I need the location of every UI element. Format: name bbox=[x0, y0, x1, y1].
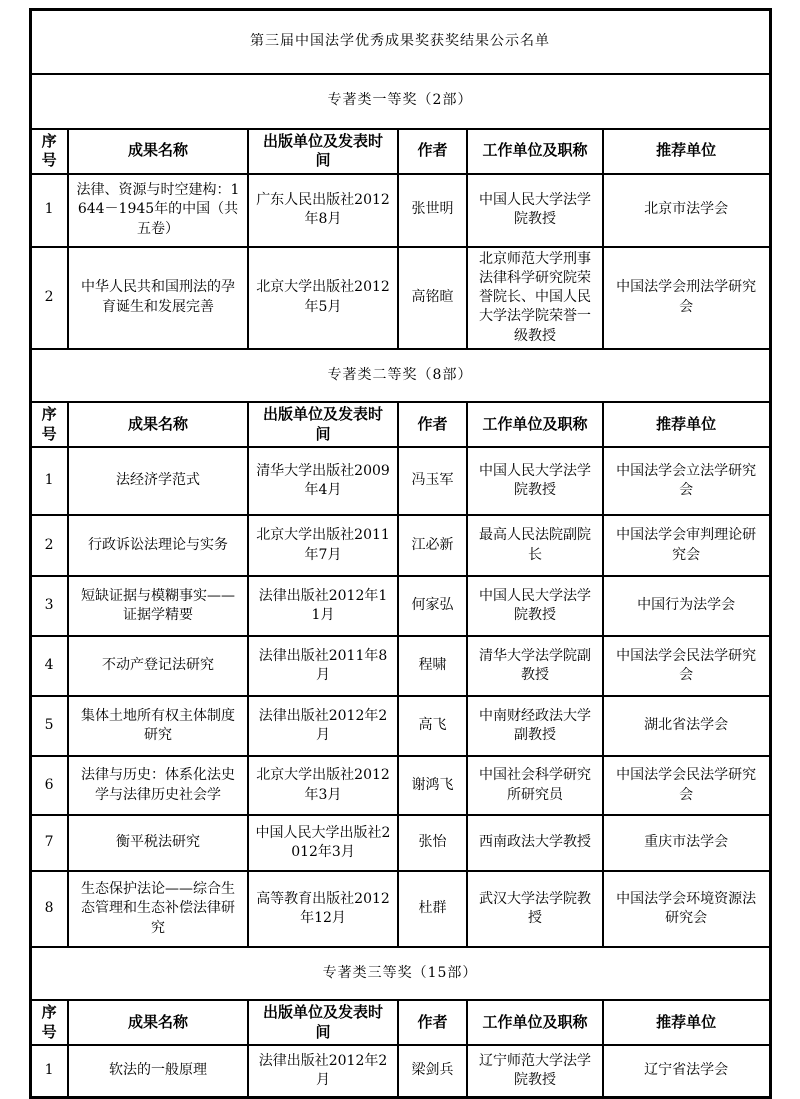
cell-recommender: 中国法学会立法学研究会 bbox=[603, 447, 770, 515]
cell-index: 8 bbox=[30, 871, 68, 947]
cell-author: 张世明 bbox=[398, 174, 468, 247]
column-header-index: 序号 bbox=[30, 1000, 68, 1045]
cell-recommender: 中国法学会审判理论研究会 bbox=[603, 515, 770, 576]
award-row bbox=[30, 756, 770, 815]
award-row bbox=[30, 636, 770, 696]
cell-work-title: 法律与历史：体系化法史学与法律历史社会学 bbox=[68, 756, 249, 815]
title-row bbox=[30, 10, 770, 74]
section-heading-second-prize: 专著类二等奖（8部） bbox=[30, 349, 770, 402]
cell-recommender: 重庆市法学会 bbox=[603, 815, 770, 871]
cell-work-title: 集体土地所有权主体制度研究 bbox=[68, 696, 249, 756]
cell-affiliation: 辽宁师范大学法学院教授 bbox=[467, 1045, 602, 1097]
section-heading-row bbox=[30, 74, 770, 129]
cell-author: 梁剑兵 bbox=[398, 1045, 468, 1097]
cell-publisher-date: 法律出版社2011年8月 bbox=[248, 636, 397, 696]
cell-recommender: 中国法学会民法学研究会 bbox=[603, 756, 770, 815]
cell-affiliation: 武汉大学法学院教授 bbox=[467, 871, 602, 947]
cell-work-title: 衡平税法研究 bbox=[68, 815, 249, 871]
cell-author: 高铭暄 bbox=[398, 247, 468, 350]
column-header-publisher-date bbox=[248, 1000, 397, 1045]
column-header-work-title: 成果名称 bbox=[68, 402, 249, 447]
column-header-publisher-date bbox=[248, 129, 397, 174]
column-header-affiliation: 工作单位及职称 bbox=[467, 1000, 602, 1045]
column-header-publisher-date-label: 出版单位及发表时间 bbox=[263, 131, 384, 169]
cell-work-title: 行政诉讼法理论与实务 bbox=[68, 515, 249, 576]
cell-index: 6 bbox=[30, 756, 68, 815]
cell-publisher-date: 北京大学出版社2012年5月 bbox=[248, 247, 397, 350]
cell-publisher-date: 北京大学出版社2012年3月 bbox=[248, 756, 397, 815]
cell-publisher-date: 广东人民出版社2012年8月 bbox=[248, 174, 397, 247]
cell-affiliation: 清华大学法学院副教授 bbox=[467, 636, 602, 696]
cell-index: 1 bbox=[30, 174, 68, 247]
award-row bbox=[30, 1045, 770, 1097]
cell-recommender: 中国法学会民法学研究会 bbox=[603, 636, 770, 696]
cell-affiliation: 中国人民大学法学院教授 bbox=[467, 576, 602, 636]
column-header-work-title: 成果名称 bbox=[68, 1000, 249, 1045]
cell-work-title: 生态保护法论——综合生态管理和生态补偿法律研究 bbox=[68, 871, 249, 947]
column-header-row bbox=[30, 1000, 770, 1045]
column-header-author: 作者 bbox=[398, 402, 468, 447]
cell-author: 杜群 bbox=[398, 871, 468, 947]
cell-publisher-date: 法律出版社2012年2月 bbox=[248, 696, 397, 756]
section-heading-first-prize: 专著类一等奖（2部） bbox=[30, 74, 770, 129]
column-header-row bbox=[30, 402, 770, 447]
cell-author: 冯玉军 bbox=[398, 447, 468, 515]
column-header-publisher-date-label: 出版单位及发表时间 bbox=[263, 1003, 384, 1041]
cell-publisher-date: 清华大学出版社2009年4月 bbox=[248, 447, 397, 515]
section-heading-row bbox=[30, 349, 770, 402]
cell-recommender: 中国行为法学会 bbox=[603, 576, 770, 636]
award-row bbox=[30, 174, 770, 247]
column-header-publisher-date-label: 出版单位及发表时间 bbox=[263, 405, 384, 443]
cell-affiliation: 中国人民大学法学院教授 bbox=[467, 174, 602, 247]
cell-recommender: 湖北省法学会 bbox=[603, 696, 770, 756]
award-row bbox=[30, 815, 770, 871]
column-header-index: 序号 bbox=[30, 129, 68, 174]
cell-index: 5 bbox=[30, 696, 68, 756]
cell-recommender: 中国法学会环境资源法研究会 bbox=[603, 871, 770, 947]
column-header-affiliation: 工作单位及职称 bbox=[467, 402, 602, 447]
column-header-affiliation: 工作单位及职称 bbox=[467, 129, 602, 174]
award-row bbox=[30, 515, 770, 576]
section-heading-row bbox=[30, 947, 770, 1000]
cell-author: 江必新 bbox=[398, 515, 468, 576]
cell-author: 张怡 bbox=[398, 815, 468, 871]
cell-author: 何家弘 bbox=[398, 576, 468, 636]
cell-recommender: 辽宁省法学会 bbox=[603, 1045, 770, 1097]
cell-work-title: 短缺证据与模糊事实——证据学精要 bbox=[68, 576, 249, 636]
cell-work-title: 法经济学范式 bbox=[68, 447, 249, 515]
cell-affiliation: 中国人民大学法学院教授 bbox=[467, 447, 602, 515]
award-row bbox=[30, 247, 770, 350]
cell-publisher-date: 法律出版社2012年11月 bbox=[248, 576, 397, 636]
cell-publisher-date: 法律出版社2012年2月 bbox=[248, 1045, 397, 1097]
document-title: 第三届中国法学优秀成果奖获奖结果公示名单 bbox=[30, 10, 770, 74]
cell-index: 1 bbox=[30, 1045, 68, 1097]
awards-table bbox=[29, 8, 772, 1099]
cell-index: 1 bbox=[30, 447, 68, 515]
cell-index: 7 bbox=[30, 815, 68, 871]
cell-publisher-date: 北京大学出版社2011年7月 bbox=[248, 515, 397, 576]
column-header-work-title: 成果名称 bbox=[68, 129, 249, 174]
column-header-recommender: 推荐单位 bbox=[603, 1000, 770, 1045]
cell-affiliation: 西南政法大学教授 bbox=[467, 815, 602, 871]
award-row bbox=[30, 576, 770, 636]
cell-index: 2 bbox=[30, 515, 68, 576]
cell-affiliation: 北京师范大学刑事法律科学研究院荣誉院长、中国人民大学法学院荣誉一级教授 bbox=[467, 247, 602, 350]
cell-index: 4 bbox=[30, 636, 68, 696]
cell-work-title: 不动产登记法研究 bbox=[68, 636, 249, 696]
cell-index: 3 bbox=[30, 576, 68, 636]
cell-author: 谢鸿飞 bbox=[398, 756, 468, 815]
cell-author: 程啸 bbox=[398, 636, 468, 696]
cell-work-title: 中华人民共和国刑法的孕育诞生和发展完善 bbox=[68, 247, 249, 350]
column-header-recommender: 推荐单位 bbox=[603, 129, 770, 174]
cell-recommender: 北京市法学会 bbox=[603, 174, 770, 247]
award-row bbox=[30, 696, 770, 756]
column-header-index: 序号 bbox=[30, 402, 68, 447]
cell-affiliation: 中国社会科学研究所研究员 bbox=[467, 756, 602, 815]
section-heading-third-prize: 专著类三等奖（15部） bbox=[30, 947, 770, 1000]
column-header-row bbox=[30, 129, 770, 174]
cell-index: 2 bbox=[30, 247, 68, 350]
column-header-publisher-date bbox=[248, 402, 397, 447]
award-row bbox=[30, 871, 770, 947]
cell-affiliation: 最高人民法院副院长 bbox=[467, 515, 602, 576]
cell-recommender: 中国法学会刑法学研究会 bbox=[603, 247, 770, 350]
column-header-recommender: 推荐单位 bbox=[603, 402, 770, 447]
award-row bbox=[30, 447, 770, 515]
cell-work-title: 软法的一般原理 bbox=[68, 1045, 249, 1097]
column-header-author: 作者 bbox=[398, 129, 468, 174]
column-header-author: 作者 bbox=[398, 1000, 468, 1045]
cell-affiliation: 中南财经政法大学副教授 bbox=[467, 696, 602, 756]
cell-work-title: 法律、资源与时空建构：1644－1945年的中国（共五卷） bbox=[68, 174, 249, 247]
cell-publisher-date: 中国人民大学出版社2012年3月 bbox=[248, 815, 397, 871]
cell-publisher-date: 高等教育出版社2012年12月 bbox=[248, 871, 397, 947]
cell-author: 高飞 bbox=[398, 696, 468, 756]
